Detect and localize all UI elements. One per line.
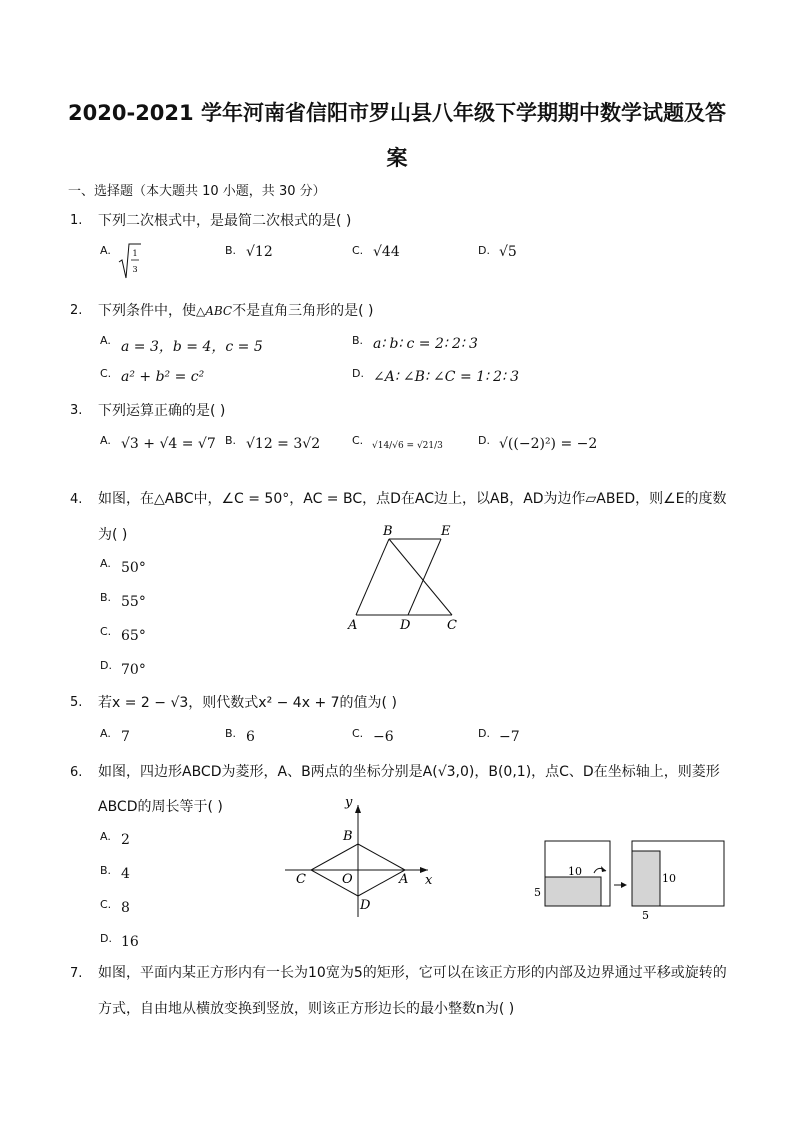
q2-text <box>98 300 374 320</box>
q2-triangle: △ABC <box>196 304 233 318</box>
q6-option-c-value: 8 <box>121 900 130 916</box>
q7-square-figure <box>528 835 733 930</box>
q7-label-wid: 5 <box>534 886 541 899</box>
q3-number: 3. <box>70 403 83 418</box>
q6-option-b-label: B. <box>100 864 112 877</box>
q3-option-b-label: B. <box>225 434 237 447</box>
page-title: 2020-2021 学年河南省信阳市罗山县八年级下学期期中数学试题及答 <box>68 101 726 125</box>
q3-option-d-label: D. <box>478 434 490 447</box>
q4-label-e: E <box>441 524 451 539</box>
q1-number: 1. <box>70 213 83 228</box>
q6-label-a: A <box>399 872 409 887</box>
q2-option-a-value: a = 3，b = 4，c = 5 <box>121 339 263 355</box>
q2-option-c-value: a² + b² = c² <box>121 369 205 385</box>
q6-option-d-value: 16 <box>121 934 139 950</box>
q5-option-c-value: −6 <box>373 729 394 745</box>
q1-option-a-value <box>118 240 142 286</box>
q6-option-a-value: 2 <box>121 832 130 848</box>
q6-option-d-label: D. <box>100 932 112 945</box>
q5-option-b-value: 6 <box>246 729 255 745</box>
q4-label-c: C <box>447 618 457 633</box>
q1-option-d-value: √5 <box>499 244 517 260</box>
q5-text: 若x = 2 − √3，则代数式x² − 4x + 7的值为( ) <box>98 695 397 711</box>
q4-parallelogram-figure <box>340 520 470 635</box>
q4-option-c-label: C. <box>100 625 112 638</box>
q7-rect-horizontal <box>545 877 601 906</box>
q5-option-a-value: 7 <box>121 729 130 745</box>
q6-text-line1: 如图，四边形ABCD为菱形，A、B两点的坐标分别是A(√3,0)，B(0,1)，点C、D在坐标轴上，则菱形 <box>98 764 720 780</box>
q5-option-d-label: D. <box>478 727 490 740</box>
q6-label-y: y <box>345 795 353 810</box>
q7-text-line1: 如图，平面内某正方形内有一长为10宽为5的矩形，它可以在该正方形的内部及边界通过平移或旋转的 <box>98 965 727 981</box>
q4-text-line1: 如图，在△ABC中，∠C = 50°，AC = BC，点D在AC边上，以AB，AD为边作▱ABED，则∠E的度数 <box>98 491 727 507</box>
q4-option-c-value: 65° <box>121 628 146 644</box>
q2-option-d-value: ∠A∶ ∠B∶ ∠C = 1∶ 2∶ 3 <box>373 369 520 385</box>
q3-option-b-value: √12 = 3√2 <box>246 436 321 452</box>
q6-rhombus-figure <box>280 795 440 920</box>
q4-option-d-label: D. <box>100 659 112 672</box>
q2-option-c-label: C. <box>100 367 112 380</box>
q3-option-d-value: √((−2)²) = −2 <box>499 436 598 452</box>
q6-label-c: C <box>296 872 306 887</box>
q2-number: 2. <box>70 303 83 318</box>
q4-option-a-label: A. <box>100 557 111 570</box>
q2-text-a: 下列条件中，使 <box>98 303 196 319</box>
q3-option-a-value: √3 + √4 = √7 <box>121 436 216 452</box>
q1-option-b-value: √12 <box>246 244 273 260</box>
q1-option-b-label: B. <box>225 244 237 257</box>
q1-option-a-label: A. <box>100 244 111 257</box>
q6-label-d: D <box>360 898 371 913</box>
q7-number: 7. <box>70 966 83 981</box>
q7-label-wid2: 5 <box>642 909 649 922</box>
q6-number: 6. <box>70 765 83 780</box>
q6-option-c-label: C. <box>100 898 112 911</box>
q6-label-o: O <box>342 872 353 887</box>
q5-option-b-label: B. <box>225 727 237 740</box>
q7-text-line2: 方式，自由地从横放变换到竖放，则该正方形边长的最小整数n为( ) <box>98 1001 515 1017</box>
q5-option-a-label: A. <box>100 727 111 740</box>
q7-transform-arrowhead-icon <box>621 882 627 888</box>
q6-option-a-label: A. <box>100 830 111 843</box>
q5-option-c-label: C. <box>352 727 364 740</box>
q4-label-d: D <box>400 618 411 633</box>
q6-text-line2: ABCD的周长等于( ) <box>98 799 223 815</box>
q2-option-b-label: B. <box>352 334 364 347</box>
q7-label-len2: 10 <box>662 872 676 885</box>
q4-option-a-value: 50° <box>121 560 146 576</box>
q6-option-b-value: 4 <box>121 866 130 882</box>
q4-segment-bc <box>389 539 452 615</box>
q7-rect-vertical <box>632 851 660 906</box>
q1-option-c-label: C. <box>352 244 364 257</box>
q6-y-axis-arrow <box>355 805 361 813</box>
q4-option-b-label: B. <box>100 591 112 604</box>
q4-text-line2: 为( ) <box>98 527 128 543</box>
svg-text:1: 1 <box>132 249 138 258</box>
q2-option-b-value: a∶ b∶ c = 2∶ 2∶ 3 <box>373 336 478 352</box>
q3-option-c-value: √14/√6 = √21/3 <box>372 441 443 451</box>
q2-option-d-label: D. <box>352 367 364 380</box>
svg-text:3: 3 <box>132 265 138 274</box>
q4-label-b: B <box>383 524 393 539</box>
q4-segment-ed <box>408 539 441 615</box>
q1-text: 下列二次根式中，是最简二次根式的是( ) <box>98 213 352 229</box>
q6-label-x: x <box>425 873 433 888</box>
q4-option-b-value: 55° <box>121 594 146 610</box>
q1-option-d-label: D. <box>478 244 490 257</box>
q4-option-d-value: 70° <box>121 662 146 678</box>
page-title-continued: 案 <box>386 146 408 170</box>
q3-option-a-label: A. <box>100 434 111 447</box>
q4-number: 4. <box>70 492 83 507</box>
q3-text: 下列运算正确的是( ) <box>98 403 226 419</box>
q1-option-c-value: √44 <box>373 244 400 260</box>
q5-number: 5. <box>70 695 83 710</box>
q6-label-b: B <box>343 829 353 844</box>
q3-option-c-label: C. <box>352 434 364 447</box>
q2-option-a-label: A. <box>100 334 111 347</box>
q2-text-b: 不是直角三角形的是( ) <box>232 303 374 319</box>
q4-segment-ab <box>356 539 389 615</box>
q5-option-d-value: −7 <box>499 729 520 745</box>
q4-label-a: A <box>348 618 358 633</box>
section-heading: 一、选择题（本大题共 10 小题，共 30 分） <box>68 184 326 199</box>
q7-rotate-arrowhead-icon <box>601 866 606 872</box>
q7-label-len: 10 <box>568 865 582 878</box>
